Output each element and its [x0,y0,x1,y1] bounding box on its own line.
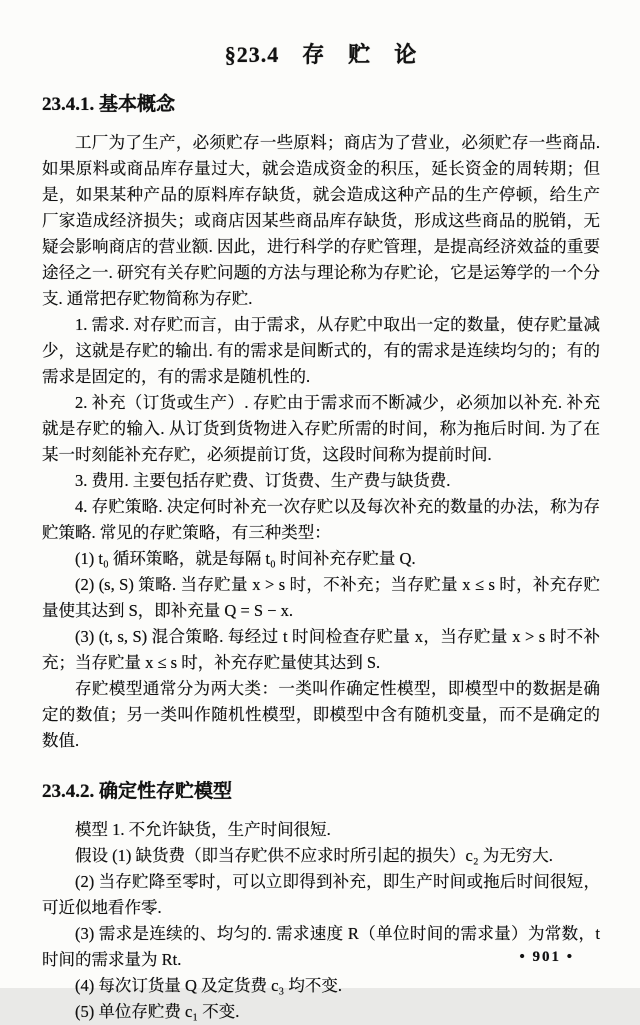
section-basic-concepts [42,130,600,754]
assumption-5: (5) 单位存贮费 c₁ 不变. [75,1002,240,1021]
model-1-title: 模型 1. 不允许缺货，生产时间很短. [75,820,331,839]
assumption-3: (3) 需求是连续的、均匀的. 需求速度 R（单位时间的需求量）为常数，t 时间的需求量为 Rt. [42,924,600,969]
list-item-strategy-1: (1) t₀ 循环策略，就是每隔 t₀ 时间补充存贮量 Q. [75,549,416,568]
list-item-strategy-2: (2) (s, S) 策略. 当存贮量 x > s 时，不补充；当存贮量 x ≤ s 时，补充存贮量使其达到 S，即补充量 Q = S − x. [42,575,600,620]
section-deterministic-models [42,817,600,1025]
paragraph: 存贮模型通常分为两大类：一类叫作确定性模型，即模型中的数据是确定的数值；另一类叫作随机性模型，即模型中含有随机变量，而不是确定的数值. [42,679,600,750]
assumption-2: (2) 当存贮降至零时，可以立即得到补充，即生产时间或拖后时间很短，可近似地看作零. [42,872,600,917]
paragraph: 2. 补充（订货或生产）. 存贮由于需求而不断减少，必须加以补充. 补充就是存贮的输入. 从订货到货物进入存贮所需的时间，称为拖后时间. 为了在某一时刻能补充存贮，必须提前订货，这段时间称为提前时间. [42,393,600,464]
paragraph: 1. 需求. 对存贮而言，由于需求，从存贮中取出一定的数量，使存贮量减少，这就是存贮的输出. 有的需求是间断式的，有的需求是连续均匀的；有的需求是固定的，有的需求是随机性的. [42,315,600,386]
page-number: • 901 • [519,949,574,965]
assumption-4: (4) 每次订货量 Q 及定货费 c₃ 均不变. [75,976,342,995]
assumption-1: 假设 (1) 缺货费（即当存贮供不应求时所引起的损失）c₂ 为无穷大. [75,846,553,865]
paragraph: 4. 存贮策略. 决定何时补充一次存贮以及每次补充的数量的办法，称为存贮策略. 常见的存贮策略，有三种类型： [42,497,600,542]
paragraph: 3. 费用. 主要包括存贮费、订货费、生产费与缺货费. [75,471,451,490]
section-title: §23.4 存 贮 论 [224,42,418,67]
subsection-heading-deterministic-models: 23.4.2. 确定性存贮模型 [42,781,233,802]
subsection-heading-basic-concepts: 23.4.1. 基本概念 [42,94,176,115]
list-item-strategy-3: (3) (t, s, S) 混合策略. 每经过 t 时间检查存贮量 x，当存贮量 x > s 时不补充；当存贮量 x ≤ s 时，补充存贮量使其达到 S. [42,627,600,672]
paragraph: 工厂为了生产，必须贮存一些原料；商店为了营业，必须贮存一些商品. 如果原料或商品库存量过大，就会造成资金的积压，延长资金的周转期；但是，如果某种产品的原料库存缺货，就会造成这种产品的生产停顿，给生产厂家造成经济损失；或商店因某些商品库存缺货，形成这些商品的脱销，无疑会影响商店的营业额. 因此，进行科学的存贮管理，是提高经济效益的重要途径之一. 研究有关存贮问题的方法与理论称为存贮论，它是运筹学的一个分支. 通常把存贮物简称为存贮. [42,133,600,308]
